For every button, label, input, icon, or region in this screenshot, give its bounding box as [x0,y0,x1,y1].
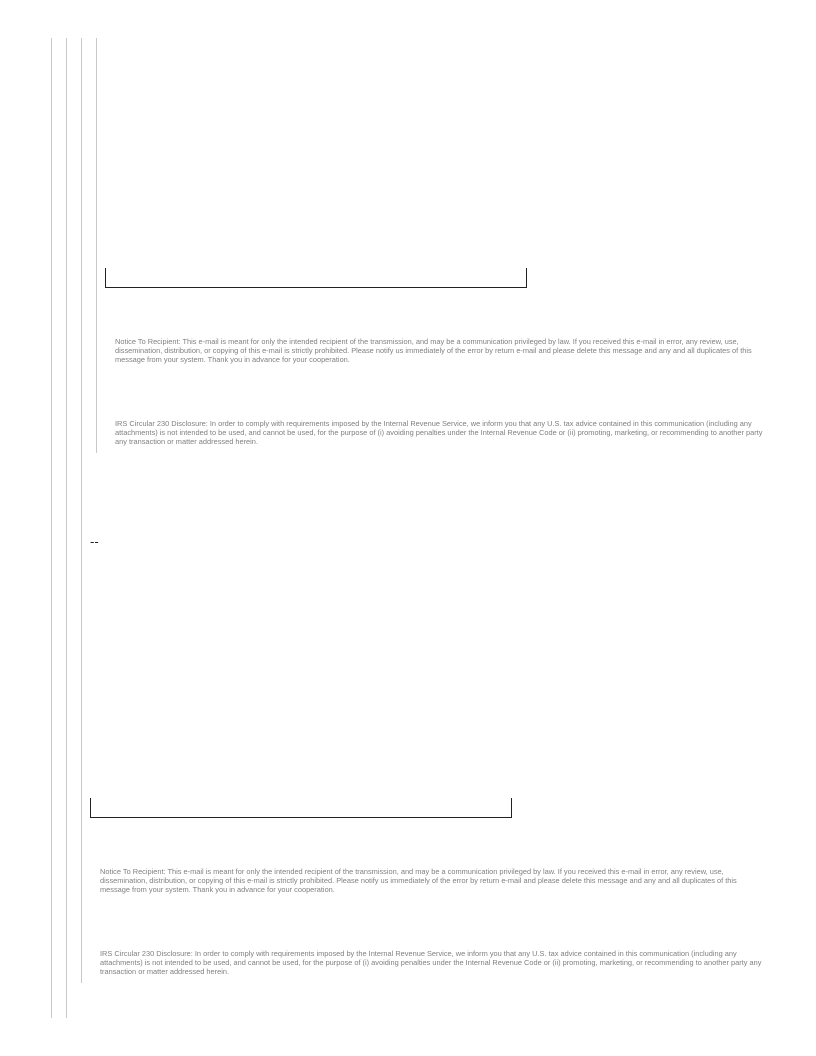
signature-separator: -- [90,534,99,549]
irs-disclosure: IRS Circular 230 Disclosure: In order to comply with requirements imposed by the Internal Revenue Service, we inform you that any U.S. tax advice contained in this communication (including any attachments) is not intended to be used, and cannot be used, for the purpose of (i) avoiding penalties under the Internal Revenue Code or (ii) promoting, marketing, or recommending to another party any transaction or matter addressed herein. [115,419,763,446]
quote-bar-level-4 [96,38,97,453]
quote-bar-level-3 [81,38,82,983]
signature-box [90,798,512,818]
signature-box [105,268,527,288]
recipient-notice: Notice To Recipient: This e-mail is meant for only the intended recipient of the transmission, and may be a communication privileged by law. If you received this e-mail in error, any review, use, dissemination, distribution, or copying of this e-mail is strictly prohibited. Please notify us immediately of the error by return e-mail and please delete this message and any and all duplicates of this message from your system. Thank you in advance for your cooperation. [100,867,737,894]
quote-bar-level-1 [51,38,52,1018]
quote-bar-level-2 [66,38,67,1018]
irs-disclosure: IRS Circular 230 Disclosure: In order to comply with requirements imposed by the Internal Revenue Service, we inform you that any U.S. tax advice contained in this communication (including any attachments) is not intended to be used, and cannot be used, for the purpose of (i) avoiding penalties under the Internal Revenue Code or (ii) promoting, marketing, or recommending to another party any transaction or matter addressed herein. [100,949,762,976]
recipient-notice: Notice To Recipient: This e-mail is meant for only the intended recipient of the transmission, and may be a communication privileged by law. If you received this e-mail in error, any review, use, dissemination, distribution, or copying of this e-mail is strictly prohibited. Please notify us immediately of the error by return e-mail and please delete this message and any and all duplicates of this message from your system. Thank you in advance for your cooperation. [115,337,752,364]
